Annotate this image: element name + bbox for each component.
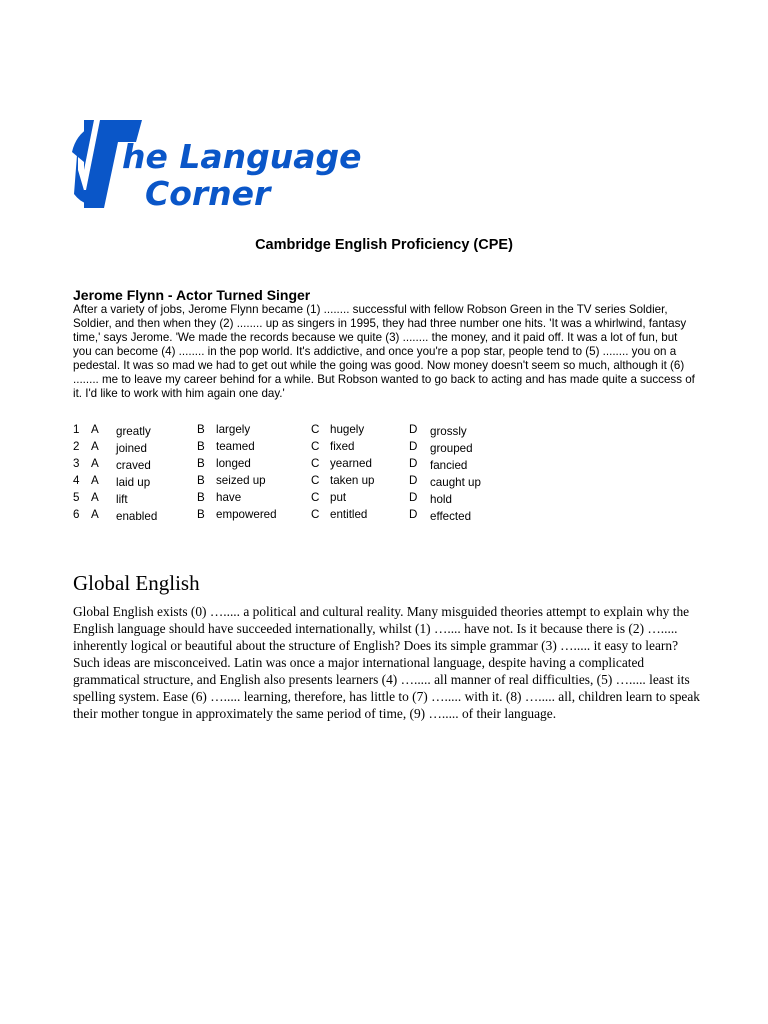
option-c: taken up (330, 474, 375, 487)
option-letter-d: D (409, 423, 418, 436)
option-d: grossly (430, 425, 467, 438)
option-d: fancied (430, 459, 468, 472)
section-body: Global English exists (0) …..... a political and cultural reality. Many misguided theories attempt to explain why the English language should have succeeded internationally, whilst (1) ….... have not. Is it because there is (2) …..... inherently logical or beautiful about the structure of English? Does its simple grammar (3) …..... it easy to learn? Such ideas are misconceived. Latin was once a major international language, despite having a complicated grammatical structure, and English also presents learners (4) …..... all manner of real difficulties, (5) …..... least its spelling system. Ease (6) …..... learning, therefore, has little to (7) …..... with it. (8) …..... all, children learn to speak their mother tongue in approximately the same period of time, (9) …..... of their language. (73, 604, 700, 721)
option-b: seized up (216, 474, 266, 487)
option-a: greatly (116, 425, 151, 438)
answer-options-table (73, 423, 553, 525)
option-letter-b: B (197, 474, 205, 487)
option-letter-c: C (311, 508, 320, 521)
option-a: joined (116, 442, 147, 455)
article-title: Jerome Flynn - Actor Turned Singer (73, 287, 311, 303)
option-row (73, 440, 553, 457)
option-letter-a: A (91, 508, 99, 521)
option-letter-b: B (197, 423, 205, 436)
option-a: laid up (116, 476, 151, 489)
option-letter-b: B (197, 457, 205, 470)
option-letter-a: A (91, 440, 99, 453)
option-letter-d: D (409, 440, 418, 453)
option-row (73, 508, 553, 525)
option-b: teamed (216, 440, 255, 453)
option-b: empowered (216, 508, 277, 521)
article-body: After a variety of jobs, Jerome Flynn became (1) ........ successful with fellow Robson Green in the TV series Soldier, Soldier, and then when they (2) ........ up as singers in 1995, they had three number one hits. 'It was a whirlwind, fantasy time,' says Jerome. 'We made the records because we quite (3) ........ the money, and it paid off. It was a lot of fun, but you can become (4) ........ in the pop world. It's addictive, and once you're a pop star, people tend to (5) ........ you on a pedestal. It was so mad we had to get out while the going was good. Now money doesn't seem so much, although it (6) ........ me to leave my career behind for a while. But Robson wanted to go back to acting and has made quite a success of it. I'd like to work with him again one day.' (73, 303, 695, 400)
option-letter-d: D (409, 474, 418, 487)
option-letter-a: A (91, 457, 99, 470)
option-b: longed (216, 457, 251, 470)
logo-line-2: Corner (145, 174, 271, 212)
option-letter-c: C (311, 423, 320, 436)
option-letter-d: D (409, 457, 418, 470)
option-letter-d: D (409, 491, 418, 504)
option-b: have (216, 491, 242, 504)
page-heading: Cambridge English Proficiency (CPE) (255, 237, 513, 253)
option-row (73, 423, 553, 440)
option-letter-c: C (311, 491, 320, 504)
option-letter-b: B (197, 491, 205, 504)
option-a: enabled (116, 510, 158, 523)
option-d: hold (430, 493, 452, 506)
section-title: Global English (73, 571, 200, 595)
option-d: grouped (430, 442, 473, 455)
question-number: 2 (73, 440, 80, 453)
option-letter-c: C (311, 457, 320, 470)
option-c: entitled (330, 508, 368, 521)
option-letter-a: A (91, 491, 99, 504)
option-c: yearned (330, 457, 372, 470)
option-letter-a: A (91, 474, 99, 487)
option-letter-b: B (197, 440, 205, 453)
logo-line-1: he Language (122, 137, 362, 176)
option-row (73, 491, 553, 508)
option-letter-d: D (409, 508, 418, 521)
option-c: put (330, 491, 347, 504)
question-number: 6 (73, 508, 80, 521)
language-corner-logo (70, 112, 370, 212)
option-letter-c: C (311, 474, 320, 487)
logo-graphic (70, 112, 370, 212)
question-number: 5 (73, 491, 80, 504)
option-c: fixed (330, 440, 355, 453)
option-a: craved (116, 459, 151, 472)
option-letter-a: A (91, 423, 99, 436)
option-c: hugely (330, 423, 365, 436)
question-number: 1 (73, 423, 80, 436)
option-d: caught up (430, 476, 481, 489)
option-d: effected (430, 510, 472, 523)
option-row (73, 457, 553, 474)
option-letter-c: C (311, 440, 320, 453)
option-b: largely (216, 423, 251, 436)
question-number: 3 (73, 457, 80, 470)
option-letter-b: B (197, 508, 205, 521)
option-row (73, 474, 553, 491)
option-a: lift (116, 493, 128, 506)
question-number: 4 (73, 474, 80, 487)
